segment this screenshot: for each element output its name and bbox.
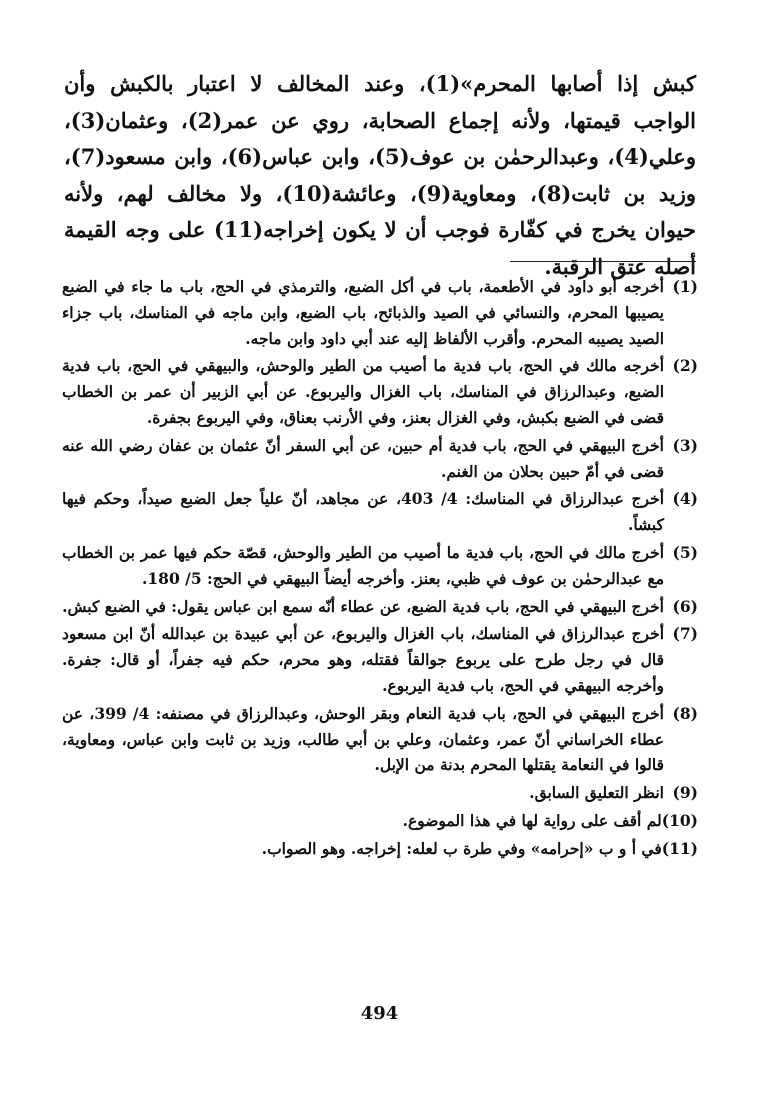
footnote-number: (2)	[672, 356, 698, 376]
footnote-4	[62, 486, 698, 538]
footnote-text: أخرجه مالك في الحج، باب فدية ما أصيب من الطير والوحش، والبيهقي في الحج، باب فدية الضبع، وعبدالرزاق في المناسك، باب الغزال واليربوع. عن أبي الزبير أن عمر بن الخطاب قضى في الضبع بكبش، وفي الغزال بعنز، وفي الأرنب بعناق، وفي اليربوع بجفرة.	[62, 356, 664, 427]
footnote-text: أخرج مالك في الحج، باب فدية ما أصيب من الطير والوحش، قصّة حكم فيها عمر بن الخطاب مع عبدالرحمٰن بن عوف في ظبي، بعنز. وأخرجه أيضاً البيهقي في الحج: 5/ 180.	[62, 542, 664, 588]
footnote-text: أخرج عبدالرزاق في المناسك، باب الغزال واليربوع، عن أبي عبيدة بن عبدالله أنّ ابن مسعود قال في رجل طرح على يربوع جوالقاً فقتله، وهو محرم، حكم فيه جفراً، أو قال: جفرة. وأخرجه البيهقي في الحج، باب فدية اليربوع.	[62, 624, 664, 695]
footnote-3	[62, 433, 698, 485]
main-paragraph: كبش إذا أصابها المحرم»(1)، وعند المخالف لا اعتبار بالكبش وأن الواجب قيمتها، ولأنه إجماع الصحابة، روي عن عمر(2)، وعثمان(3)، وعلي(4)، وعبدالرحمٰن بن عوف(5)، وابن عباس(6)، وابن مسعود(7)، وزيد بن ثابت(8)، ومعاوية(9)، وعائشة(10)، ولا مخالف لهم، ولأنه حيوان يخرج في كفّارة فوجب أن لا يكون إخراجه(11) على وجه القيمة أصله عتق الرقبة.	[64, 71, 697, 279]
footnote-number: (7)	[672, 624, 698, 644]
footnote-number: (6)	[672, 596, 698, 616]
footnote-number: (10)	[661, 810, 698, 830]
footnote-2	[62, 353, 698, 430]
footnote-number: (9)	[672, 783, 698, 803]
footnote-text: أخرجه أبو داود في الأطعمة، باب في أكل الضبع، والترمذي في الحج، باب ما جاء في الضبع يصيبها المحرم، والنسائي في الصيد والذبائح، باب الضبع، وابن ماجه في المناسك، باب جزاء الصيد يصيبه المحرم. وأقرب الألفاظ إليه عند أبي داود وابن ماجه.	[62, 277, 664, 348]
footnote-9	[62, 780, 698, 806]
footnote-text: أخرج البيهقي في الحج، باب فدية أم حبين، عن أبي السفر أنّ عثمان بن عفان رضي الله عنه قضى في أمّ حبين بحلان من الغنم.	[62, 435, 664, 481]
footnote-number: (5)	[672, 542, 698, 562]
footnote-text: أخرج البيهقي في الحج، باب فدية النعام وبقر الوحش، وعبدالرزاق في مصنفه: 4/ 399، عن عطاء الخراساني أنّ عمر، وعثمان، وعلي بن أبي طالب، وزيد بن ثابت وابن عباس، ومعاوية، قالوا في النعامة يقتلها المحرم بدنة من الإبل.	[62, 703, 664, 775]
footnote-10	[62, 808, 698, 834]
footnote-text: أخرج عبدالرزاق في المناسك: 4/ 403، عن مجاهد، أنّ علياً جعل الضبع صيداً، وحكم فيها كبشاً.	[62, 489, 664, 535]
page-number: 494	[360, 1003, 399, 1024]
main-text	[64, 66, 696, 285]
footnote-text: لم أقف على رواية لها في هذا الموضوع.	[402, 810, 662, 830]
footnote-text: انظر التعليق السابق.	[529, 783, 664, 803]
footnote-number: (1)	[672, 277, 698, 296]
footnote-number: (11)	[661, 838, 698, 858]
footnote-number: (3)	[672, 435, 698, 455]
footnote-text: أخرج البيهقي في الحج، باب فدية الضبع، عن عطاء أنّه سمع ابن عباس يقول: في الضبع كبش.	[62, 596, 664, 616]
footnote-1	[62, 274, 698, 351]
footnote-6	[62, 594, 698, 620]
footnote-text: في أ و ب «إحرامه» وفي طرة ب لعله: إخراجه. وهو الصواب.	[261, 838, 662, 858]
footnote-number: (8)	[672, 703, 698, 723]
footnote-number: (4)	[672, 489, 698, 509]
footnotes	[62, 274, 698, 864]
footnote-8	[62, 701, 698, 778]
footnote-11	[62, 836, 698, 862]
footnote-separator	[510, 261, 696, 262]
footnote-7	[62, 621, 698, 698]
footnote-5	[62, 540, 698, 592]
